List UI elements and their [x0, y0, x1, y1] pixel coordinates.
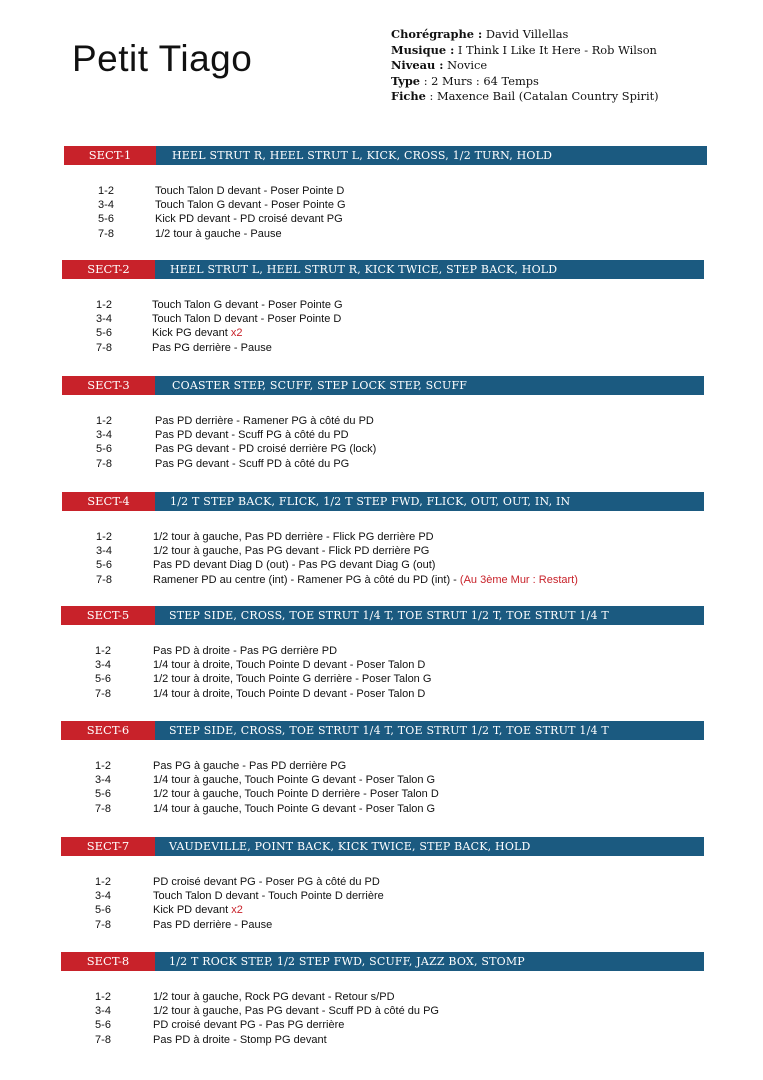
info-label: Chorégraphe : — [391, 27, 483, 41]
step-description — [153, 644, 337, 658]
step-count: 3-4 — [96, 429, 112, 442]
step-count: 5-6 — [96, 327, 112, 340]
step-text: Pas PD derrière - Pause — [153, 918, 273, 931]
section-label: SECT-4 — [62, 492, 155, 511]
step-count: 1-2 — [95, 876, 111, 888]
step-text: Touch Talon D devant - Touch Pointe D derrière — [153, 890, 384, 903]
section-heading: 1/2 T ROCK STEP, 1/2 STEP FWD, SCUFF, JAZZ BOX, STOMP — [169, 955, 525, 968]
info-label: Type — [391, 73, 421, 88]
step-description — [153, 573, 578, 587]
step-description — [153, 759, 346, 773]
step-text: 1/2 tour à droite, Touch Pointe G derrière - Poser Talon G — [153, 673, 432, 686]
info-label: Musique : — [391, 42, 455, 57]
step-count: 3-4 — [95, 890, 111, 903]
step-description — [155, 457, 349, 471]
step-text: Touch Talon D devant - Poser Pointe D — [155, 185, 345, 197]
step-text: Pas PG à gauche - Pas PD derrière PG — [153, 760, 347, 772]
step-count: 3-4 — [95, 1005, 111, 1018]
step-description — [153, 1018, 344, 1032]
step-description — [155, 442, 376, 456]
step-count: 7-8 — [95, 802, 111, 815]
section-label: SECT-3 — [62, 376, 155, 395]
step-text: Pas PD à droite - Pas PG derrière PD — [153, 645, 338, 657]
step-description — [155, 198, 346, 212]
step-count: 5-6 — [95, 904, 111, 917]
step-description — [152, 298, 343, 312]
info-value: : Maxence Bail (Catalan Country Spirit) — [429, 89, 659, 104]
step-description — [153, 1033, 327, 1047]
step-description — [153, 558, 435, 572]
info-label: Fiche — [391, 89, 426, 104]
step-text: 1/2 tour à gauche, Rock PG devant - Retour s/PD — [153, 991, 395, 1003]
step-description — [153, 658, 425, 672]
step-text: 1/2 tour à gauche, Pas PG devant - Flick PD derrière PG — [153, 545, 430, 558]
step-text: Touch Talon D devant - Poser Pointe D — [152, 313, 342, 326]
step-description — [153, 802, 435, 816]
step-text: Pas PG derrière - Pause — [152, 341, 272, 354]
step-count: 5-6 — [98, 213, 114, 226]
step-text: 1/4 tour à gauche, Touch Pointe G devant - Poser Talon G — [153, 774, 436, 787]
step-description — [153, 530, 434, 544]
step-count: 7-8 — [95, 918, 111, 931]
step-description — [153, 687, 425, 701]
info-block — [391, 27, 659, 105]
step-count: 3-4 — [96, 545, 112, 558]
step-text: 1/2 tour à gauche, Touch Pointe D derrière - Poser Talon D — [153, 788, 439, 801]
step-text: Pas PG devant - PD croisé derrière PG (lock) — [155, 443, 377, 456]
section-heading: 1/2 T STEP BACK, FLICK, 1/2 T STEP FWD, FLICK, OUT, OUT, IN, IN — [170, 495, 571, 508]
step-description — [153, 990, 395, 1004]
step-description — [155, 227, 282, 241]
step-text: Touch Talon G devant - Poser Pointe G — [155, 199, 346, 212]
step-count: 3-4 — [98, 199, 114, 212]
dance-title: Petit Tiago — [72, 38, 253, 79]
step-description — [153, 918, 272, 932]
step-text: Pas PD devant - Scuff PG à côté du PD — [155, 429, 349, 442]
step-description — [153, 787, 439, 801]
step-description — [153, 875, 380, 889]
section-heading: VAUDEVILLE, POINT BACK, KICK TWICE, STEP BACK, HOLD — [169, 840, 531, 853]
info-value: : 2 Murs : 64 Temps — [423, 73, 539, 88]
step-description — [153, 889, 384, 903]
step-text: Pas PG devant - Scuff PD à côté du PG — [155, 457, 350, 470]
step-text: Kick PD devant — [153, 904, 229, 917]
step-text: 1/2 tour à gauche - Pause — [155, 227, 282, 240]
info-row-choreographer — [391, 27, 659, 43]
section-label: SECT-7 — [61, 837, 155, 856]
step-description — [155, 414, 374, 428]
step-text: 1/2 tour à gauche, Pas PG devant - Scuff PD à côté du PG — [153, 1005, 439, 1018]
info-value: I Think I Like It Here - Rob Wilson — [457, 42, 657, 57]
step-count: 5-6 — [95, 673, 111, 686]
step-text: Pas PD à droite - Stomp PG devant — [153, 1033, 327, 1046]
step-note: x2 — [230, 327, 243, 340]
section-heading: STEP SIDE, CROSS, TOE STRUT 1/4 T, TOE STRUT 1/2 T, TOE STRUT 1/4 T — [169, 724, 609, 737]
step-description — [153, 544, 429, 558]
step-text: Ramener PD au centre (int) - Ramener PG à côté du PD (int) - — [153, 573, 457, 586]
info-row-type — [391, 74, 659, 90]
step-text: Touch Talon G devant - Poser Pointe G — [152, 299, 343, 311]
step-count: 5-6 — [95, 788, 111, 801]
step-text: Pas PD derrière - Ramener PG à côté du PD — [155, 415, 374, 427]
step-count: 3-4 — [95, 659, 111, 672]
section-heading: STEP SIDE, CROSS, TOE STRUT 1/4 T, TOE STRUT 1/2 T, TOE STRUT 1/4 T — [169, 609, 609, 622]
section-heading: HEEL STRUT L, HEEL STRUT R, KICK TWICE, STEP BACK, HOLD — [170, 263, 558, 276]
step-text: Kick PG devant — [152, 327, 228, 340]
step-count: 5-6 — [95, 1019, 111, 1032]
step-count: 1-2 — [96, 415, 112, 427]
step-count: 1-2 — [96, 299, 112, 311]
step-text: 1/4 tour à gauche, Touch Pointe G devant - Poser Talon G — [153, 802, 436, 815]
step-description — [153, 1004, 439, 1018]
step-note: (Au 3ème Mur : Restart) — [459, 573, 578, 586]
step-description — [153, 773, 435, 787]
step-description — [152, 312, 341, 326]
section-label: SECT-6 — [61, 721, 155, 740]
step-description — [153, 903, 243, 917]
step-description — [152, 326, 243, 340]
step-count: 7-8 — [95, 687, 111, 700]
step-note: x2 — [231, 904, 243, 917]
step-count: 1-2 — [98, 185, 114, 197]
section-label: SECT-5 — [61, 606, 155, 625]
step-count: 5-6 — [96, 559, 112, 572]
step-count: 7-8 — [96, 457, 112, 470]
step-count: 1-2 — [95, 760, 111, 772]
info-label: Niveau : — [391, 58, 444, 73]
step-count: 3-4 — [96, 313, 112, 326]
step-count: 7-8 — [96, 341, 112, 354]
step-description — [155, 184, 344, 198]
section-heading: COASTER STEP, SCUFF, STEP LOCK STEP, SCUFF — [172, 379, 468, 392]
section-label: SECT-2 — [62, 260, 155, 279]
section-label: SECT-8 — [61, 952, 155, 971]
info-row-level — [391, 58, 659, 74]
step-count: 5-6 — [96, 443, 112, 456]
step-text: Pas PD devant Diag D (out) - Pas PG devant Diag G (out) — [153, 559, 436, 572]
step-count: 7-8 — [95, 1033, 111, 1046]
step-count: 1-2 — [95, 991, 111, 1003]
step-text: PD croisé devant PG - Pas PG derrière — [153, 1019, 345, 1032]
step-text: 1/2 tour à gauche, Pas PD derrière - Flick PG derrière PD — [153, 531, 434, 543]
info-value: Novice — [447, 58, 488, 73]
step-count: 1-2 — [95, 645, 111, 657]
step-text: 1/4 tour à droite, Touch Pointe D devant - Poser Talon D — [153, 659, 426, 672]
info-row-music — [391, 43, 659, 59]
step-text: PD croisé devant PG - Poser PG à côté du PD — [153, 876, 380, 888]
step-count: 3-4 — [95, 774, 111, 787]
step-text: Kick PD devant - PD croisé devant PG — [155, 213, 343, 226]
step-text: 1/4 tour à droite, Touch Pointe D devant - Poser Talon D — [153, 687, 426, 700]
step-description — [155, 428, 349, 442]
info-value: David Villellas — [485, 27, 569, 41]
step-description — [155, 212, 343, 226]
step-count: 1-2 — [96, 531, 112, 543]
step-description — [152, 341, 272, 355]
step-count: 7-8 — [98, 227, 114, 240]
section-heading: HEEL STRUT R, HEEL STRUT L, KICK, CROSS, 1/2 TURN, HOLD — [172, 149, 553, 162]
step-count: 7-8 — [96, 573, 112, 586]
step-description — [153, 672, 431, 686]
info-row-sheet — [391, 89, 659, 105]
section-label: SECT-1 — [64, 146, 156, 165]
